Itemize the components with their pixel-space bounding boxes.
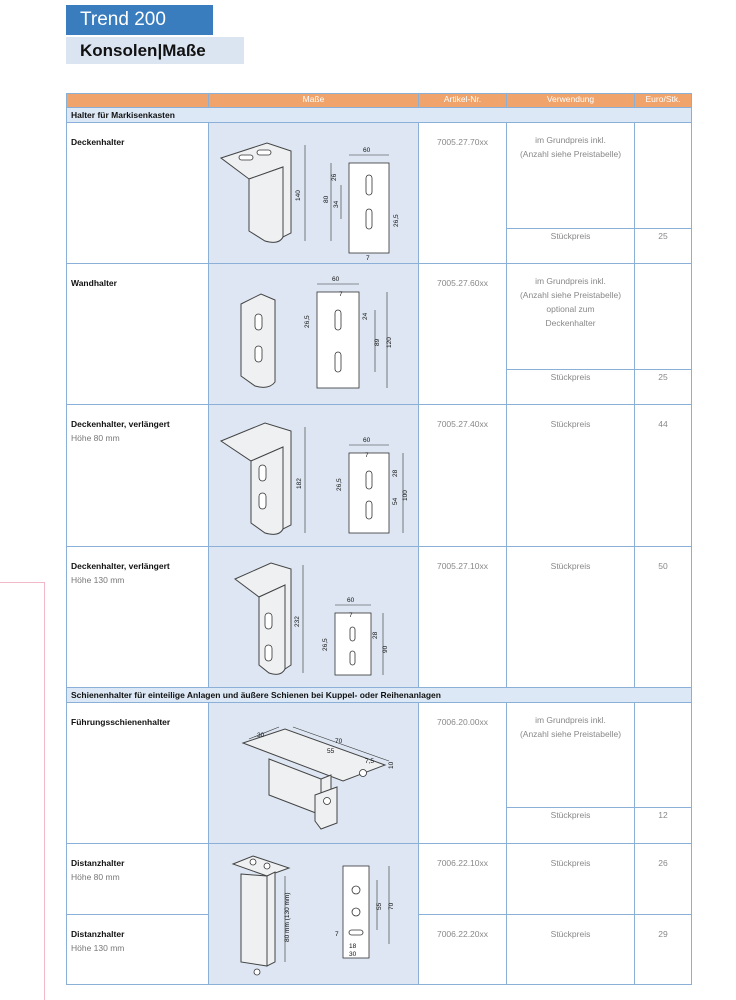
usage-cell: Stückpreis (507, 405, 635, 547)
svg-text:140: 140 (295, 190, 302, 201)
product-figure (209, 844, 419, 985)
product-height: Höhe 130 mm (71, 575, 125, 585)
article-number: 7006.22.20xx (419, 914, 507, 985)
spec-table (66, 93, 692, 985)
svg-text:55: 55 (327, 748, 335, 755)
article-number: 7006.22.10xx (419, 844, 507, 915)
unit-price-label: Stückpreis (507, 370, 635, 405)
svg-text:54: 54 (392, 497, 399, 505)
svg-text:26,5: 26,5 (304, 315, 311, 328)
page-title: Trend 200 (66, 5, 213, 35)
unit-price-label: Stückpreis (507, 229, 635, 264)
product-name: Deckenhalter (71, 137, 125, 147)
svg-text:24: 24 (362, 312, 369, 320)
svg-text:7: 7 (339, 291, 343, 298)
svg-text:28: 28 (372, 631, 379, 639)
svg-text:80: 80 (323, 195, 330, 203)
header-empty (67, 94, 209, 108)
price-cell: 29 (635, 914, 692, 985)
product-name: Distanzhalter (71, 858, 125, 868)
article-number: 7006.20.00xx (419, 703, 507, 844)
header-price: Euro/Stk. (635, 94, 692, 108)
svg-text:90: 90 (382, 645, 389, 653)
article-number: 7005.27.40xx (419, 405, 507, 547)
price-cell (635, 123, 692, 229)
unit-price: 25 (635, 229, 692, 264)
section-title: Halter für Markisenkasten (67, 108, 692, 123)
price-cell: 26 (635, 844, 692, 915)
product-figure (209, 703, 419, 844)
section-title: Schienenhalter für einteilige Anlagen und äußere Schienen bei Kuppel- oder Reihenanlagen (67, 688, 692, 703)
svg-text:100: 100 (402, 490, 409, 501)
svg-text:70: 70 (388, 902, 395, 910)
product-figure (209, 123, 419, 264)
table-row (67, 123, 692, 229)
svg-text:60: 60 (363, 437, 371, 444)
page-subtitle: Konsolen|Maße (66, 37, 244, 64)
table-row (67, 264, 692, 370)
svg-text:28: 28 (392, 469, 399, 477)
price-cell (635, 264, 692, 370)
svg-text:7: 7 (365, 452, 369, 459)
product-height: Höhe 130 mm (71, 942, 125, 953)
usage-cell: Stückpreis (507, 547, 635, 688)
page-edge-line (44, 582, 45, 1000)
svg-text:30: 30 (257, 732, 265, 739)
product-name: Deckenhalter, verlängert (71, 561, 170, 571)
usage-cell: im Grundpreis inkl. (Anzahl siehe Preistabelle) optional zum Deckenhalter (507, 264, 635, 370)
usage-cell: Stückpreis (507, 844, 635, 915)
svg-text:26,5: 26,5 (322, 638, 329, 651)
svg-text:26,5: 26,5 (336, 478, 343, 491)
usage-cell: im Grundpreis inkl. (Anzahl siehe Preistabelle) (507, 123, 635, 229)
svg-text:182: 182 (296, 478, 303, 489)
svg-text:60: 60 (332, 276, 340, 283)
article-number: 7005.27.10xx (419, 547, 507, 688)
table-row (67, 405, 692, 547)
product-name: Wandhalter (71, 278, 117, 288)
page-edge-line (0, 582, 44, 583)
unit-price: 12 (635, 808, 692, 844)
svg-text:7,5: 7,5 (365, 758, 375, 765)
product-figure (209, 264, 419, 405)
unit-price: 25 (635, 370, 692, 405)
usage-cell: Stückpreis (507, 914, 635, 985)
product-height: Höhe 80 mm (71, 872, 120, 882)
svg-text:30: 30 (349, 951, 357, 958)
unit-price-label: Stückpreis (507, 808, 635, 844)
svg-text:60: 60 (363, 147, 371, 154)
svg-text:18: 18 (349, 943, 357, 950)
svg-text:60: 60 (347, 597, 355, 604)
svg-text:120: 120 (386, 337, 393, 348)
table-header-row (67, 94, 692, 108)
price-cell (635, 703, 692, 808)
product-name: Distanzhalter (71, 928, 125, 939)
product-height: Höhe 80 mm (71, 433, 120, 443)
svg-text:89: 89 (374, 338, 381, 346)
table-row (67, 703, 692, 808)
price-cell: 50 (635, 547, 692, 688)
svg-text:7: 7 (349, 612, 353, 619)
svg-text:34: 34 (333, 200, 340, 208)
table-row (67, 844, 692, 915)
svg-text:80 mm (130 mm): 80 mm (130 mm) (284, 892, 291, 942)
svg-text:26: 26 (331, 173, 338, 181)
price-cell: 44 (635, 405, 692, 547)
header-usage: Verwendung (507, 94, 635, 108)
svg-text:232: 232 (294, 616, 301, 627)
product-name: Deckenhalter, verlängert (71, 419, 170, 429)
usage-cell: im Grundpreis inkl. (Anzahl siehe Preistabelle) (507, 703, 635, 808)
svg-text:70: 70 (335, 738, 343, 745)
table-row (67, 547, 692, 688)
article-number: 7005.27.60xx (419, 264, 507, 405)
header-article: Artikel-Nr. (419, 94, 507, 108)
svg-text:7: 7 (335, 931, 339, 938)
article-number: 7005.27.70xx (419, 123, 507, 264)
header-dimensions: Maße (209, 94, 419, 108)
product-figure (209, 547, 419, 688)
svg-text:7: 7 (366, 255, 370, 261)
svg-text:55: 55 (376, 902, 383, 910)
svg-text:26,5: 26,5 (393, 214, 400, 227)
product-figure (209, 405, 419, 547)
product-name: Führungsschienenhalter (71, 717, 171, 727)
svg-text:10: 10 (388, 761, 395, 769)
